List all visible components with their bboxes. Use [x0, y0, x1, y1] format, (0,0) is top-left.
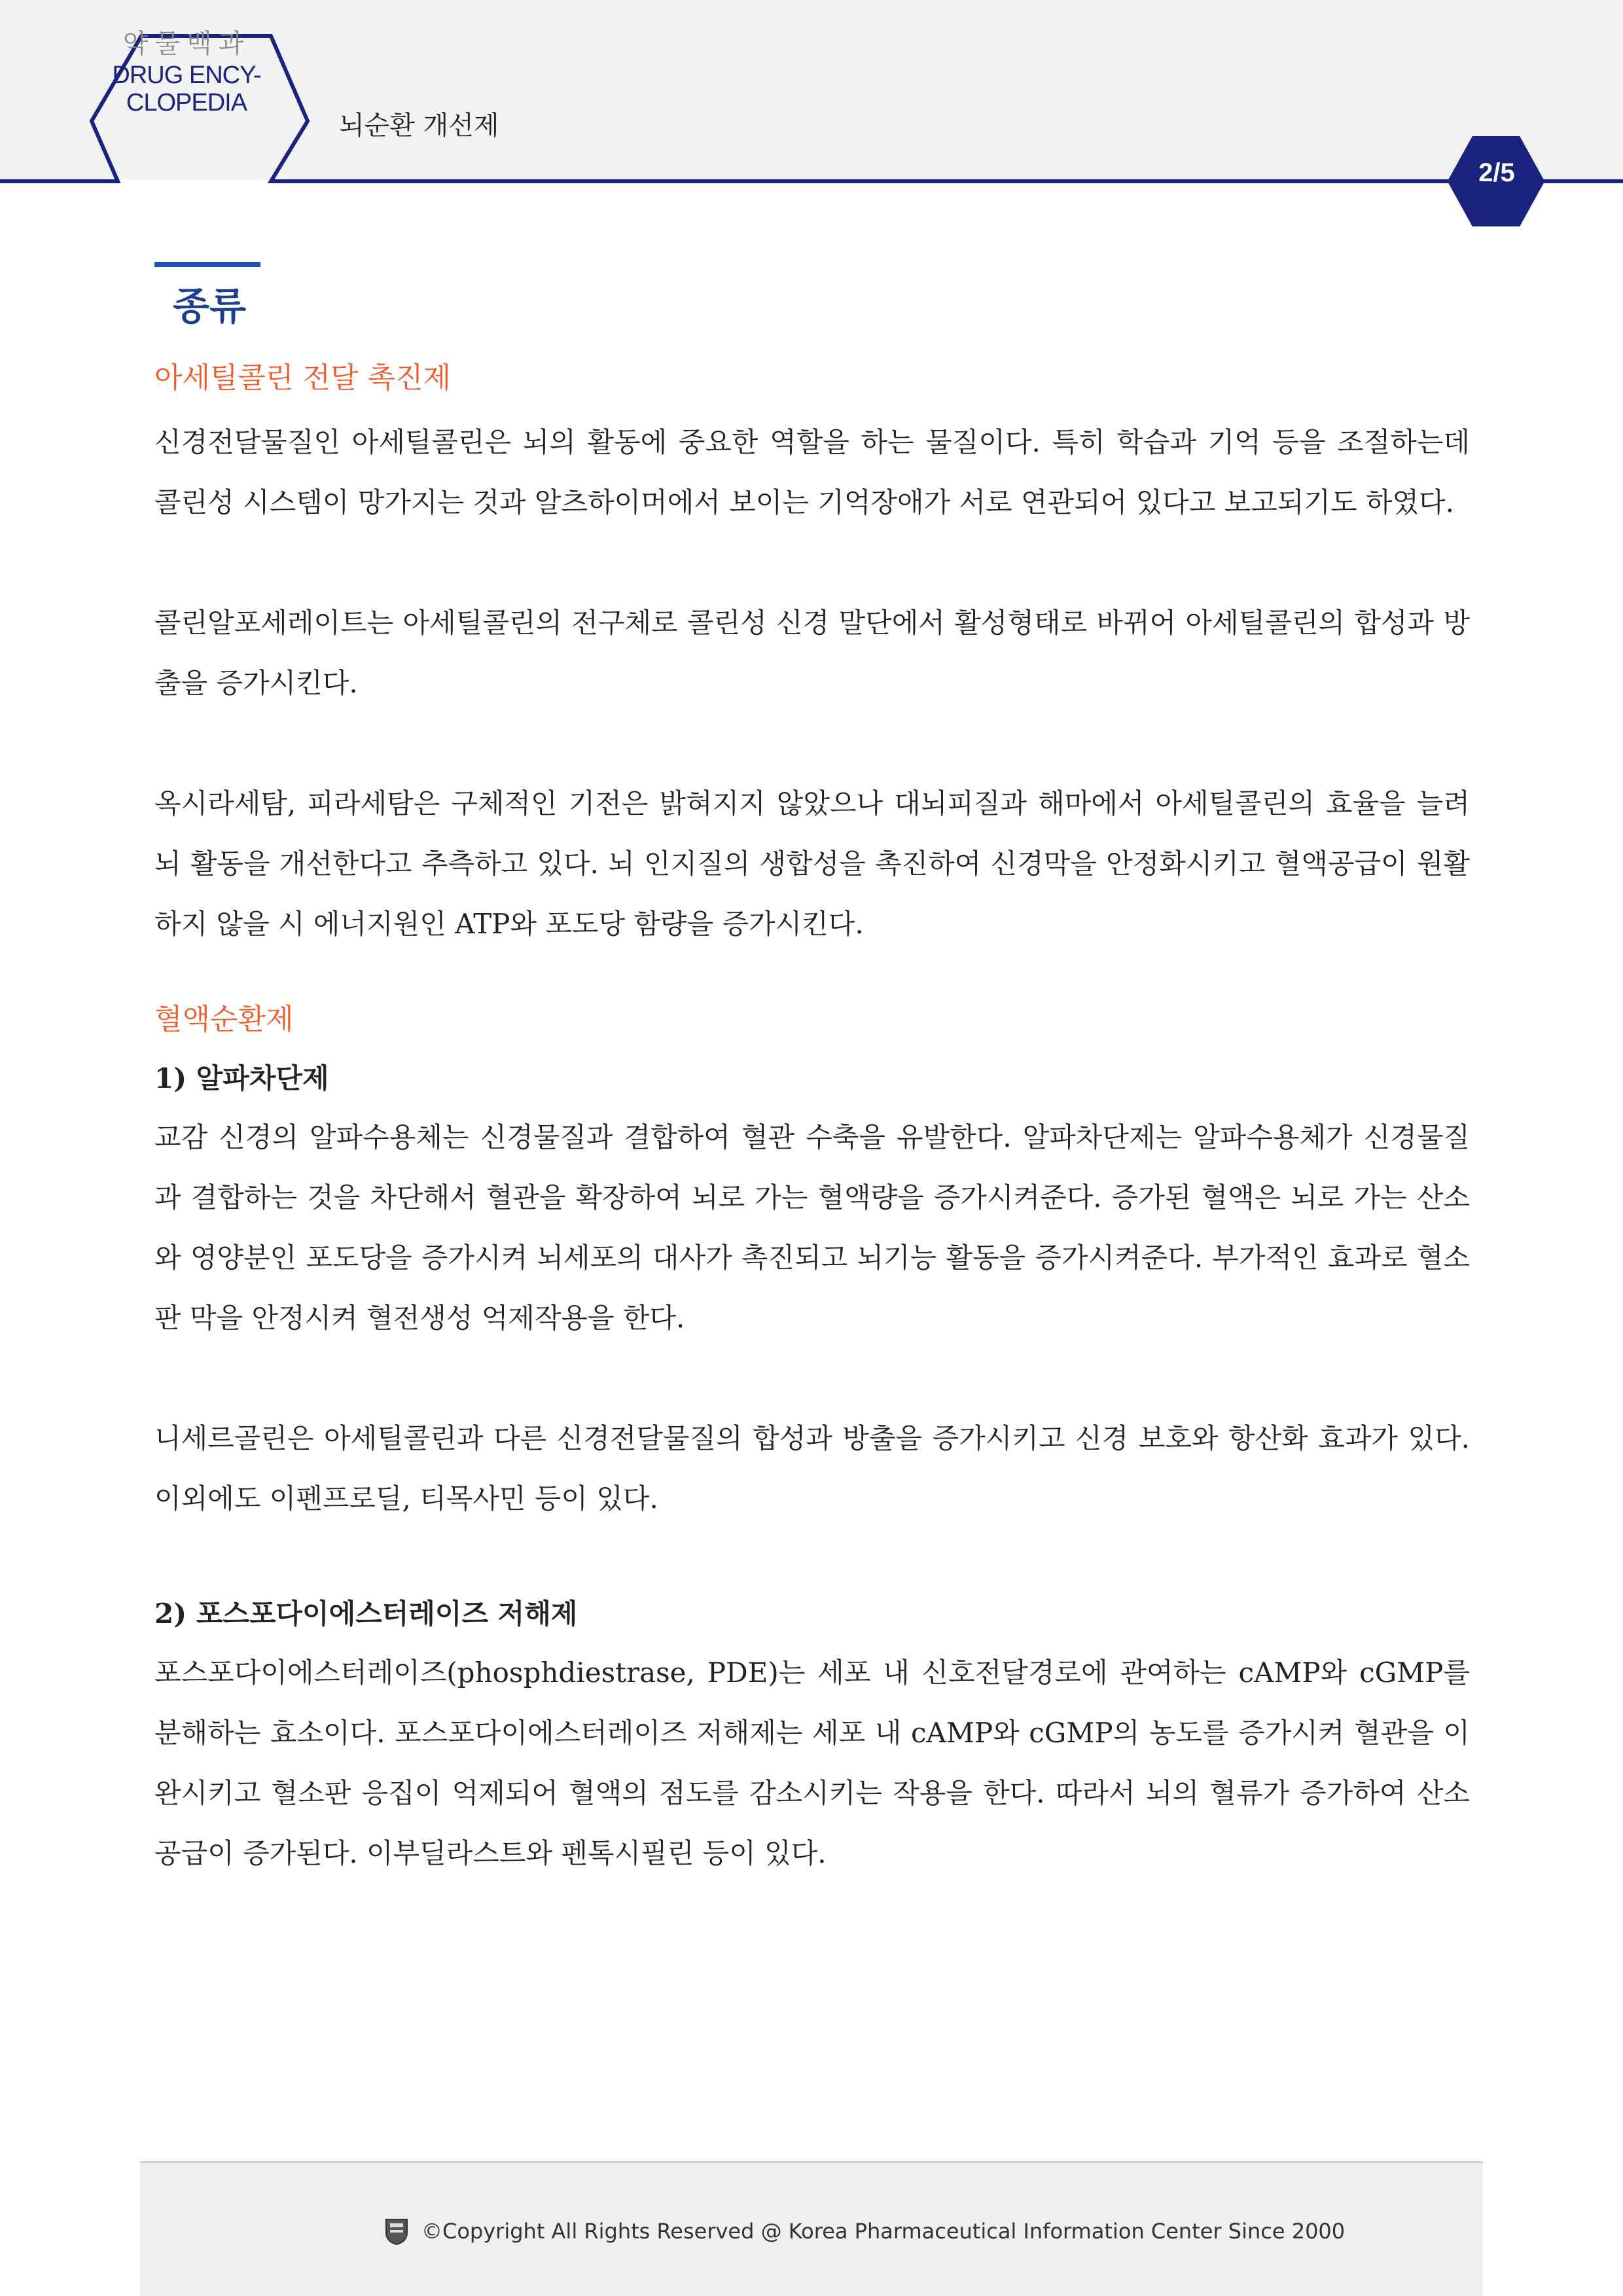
- header-title: 뇌순환 개선제: [339, 111, 499, 141]
- page-number: 2/5: [1478, 158, 1515, 187]
- copyright-text: ©Copyright All Rights Reserved @ Korea Pharmaceutical Information Center Since 2000: [421, 2219, 1346, 2244]
- section-title-bar: [154, 262, 260, 267]
- subsection-title-pde-inhibitor: 2) 포스포다이에스터레이즈 저해제: [154, 1598, 578, 1630]
- paragraph: 니세르골린은 아세틸콜린과 다른 신경전달물질의 합성과 방출을 증가시키고 신경 보호와 항산화 효과가 있다. 이외에도 이펜프로딜, 티목사민 등이 있다.: [154, 1422, 1470, 1515]
- paragraph: 콜린알포세레이트는 아세틸콜린의 전구체로 콜린성 신경 말단에서 활성형태로 바뀌어 아세틸콜린의 합성과 방출을 증가시킨다.: [154, 607, 1470, 699]
- subheading-blood-circulation: 혈액순환제: [154, 1003, 294, 1036]
- main-content: [154, 262, 1470, 1884]
- shield-icon: [383, 2217, 410, 2246]
- paragraph: 교감 신경의 알파수용체는 신경물질과 결합하여 혈관 수축을 유발한다. 알파차단제는 알파수용체가 신경물질과 결합하는 것을 차단해서 혈관을 확장하여 뇌로 가는 혈액량을 증가시켜준다. 증가된 혈액은 뇌로 가는 산소와 영양분인 포도당을 증가시켜 뇌세포의 대사가 촉진되고 뇌기능 활동을 증가시켜준다. 부가적인 효과로 혈소판 막을 안정시켜 혈전생성 억제작용을 한다.: [154, 1121, 1470, 1334]
- page-header: [0, 0, 1623, 236]
- section-title: 종류: [173, 284, 247, 329]
- subheading-acetylcholine: 아세틸콜린 전달 촉진제: [154, 361, 452, 395]
- logo-english-line2: CLOPEDIA: [126, 89, 247, 117]
- logo-korean: 약물백과: [122, 29, 251, 58]
- page-footer: [140, 2163, 1483, 2296]
- subsection-title-alpha-blocker: 1) 알파차단제: [154, 1062, 329, 1094]
- paragraph: 신경전달물질인 아세틸콜린은 뇌의 활동에 중요한 역할을 하는 물질이다. 특히 학습과 기억 등을 조절하는데 콜린성 시스템이 망가지는 것과 알츠하이머에서 보이는 기억장애가 서로 연관되어 있다고 보고되기도 하였다.: [154, 426, 1470, 518]
- logo: [92, 26, 281, 117]
- paragraph: 옥시라세탐, 피라세탐은 구체적인 기전은 밝혀지지 않았으나 대뇌피질과 해마에서 아세틸콜린의 효율을 늘려 뇌 활동을 개선한다고 추측하고 있다. 뇌 인지질의 생합성을 촉진하여 신경막을 안정화시키고 혈액공급이 원활하지 않을 시 에너지원인 ATP와 포도당 함량을 증가시킨다.: [154, 787, 1470, 940]
- paragraph: 포스포다이에스터레이즈(phosphdiestrase, PDE)는 세포 내 신호전달경로에 관여하는 cAMP와 cGMP를 분해하는 효소이다. 포스포다이에스터레이즈 저해제는 세포 내 cAMP와 cGMP의 농도를 증가시켜 혈관을 이완시키고 혈소판 응집이 억제되어 혈액의 점도를 감소시키는 작용을 한다. 따라서 뇌의 혈류가 증가하여 산소공급이 증가된다. 이부딜라스트와 펜톡시필린 등이 있다.: [154, 1657, 1470, 1869]
- logo-english-line1: DRUG ENCY-: [112, 62, 261, 89]
